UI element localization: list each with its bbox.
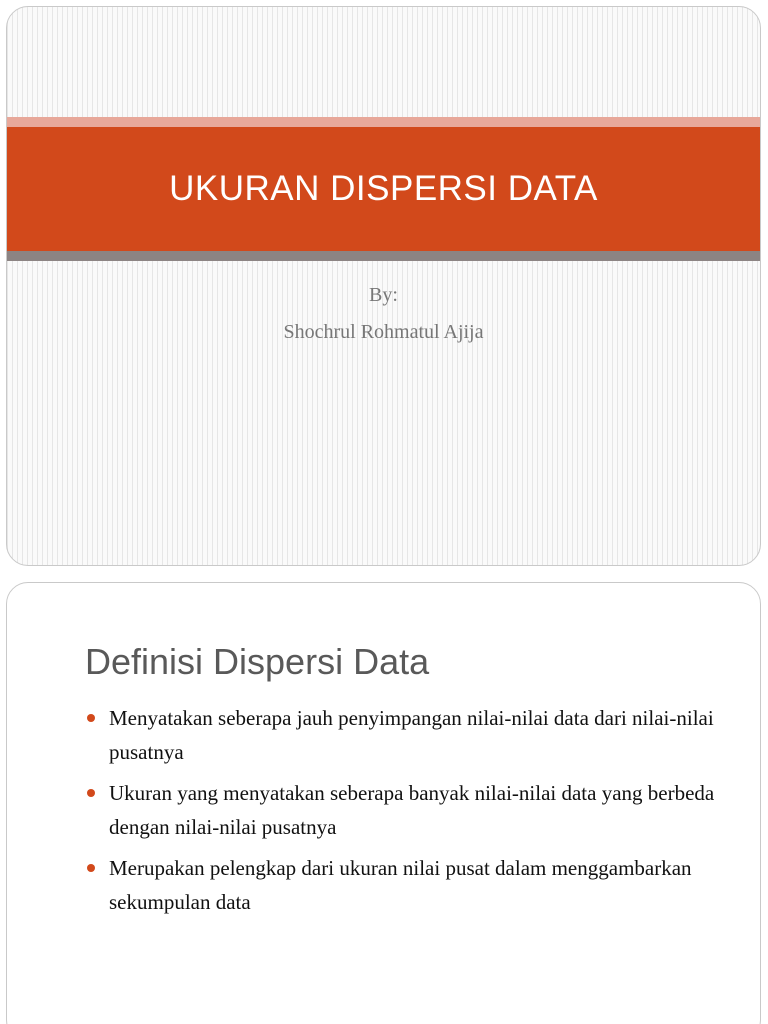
slide-heading: Definisi Dispersi Data [85, 641, 430, 682]
title-band [7, 127, 760, 251]
slide-title: UKURAN DISPERSI DATA [169, 169, 598, 208]
bullet-icon [87, 864, 95, 872]
bullet-text: Merupakan pelengkap dari ukuran nilai pusat dalam menggambarkan sekumpulan data [109, 856, 692, 914]
title-slide [6, 6, 761, 566]
definition-slide [6, 582, 761, 1024]
title-grey-band [7, 251, 760, 261]
by-label: By: [369, 284, 398, 306]
author-name: Shochrul Rohmatul Ajija [283, 321, 484, 343]
bullet-text: Menyatakan seberapa jauh penyimpangan nilai-nilai data dari nilai-nilai pusatnya [109, 706, 714, 764]
bullet-list [85, 701, 735, 926]
subtitle-block [7, 277, 760, 351]
bullet-item [85, 776, 735, 844]
bullet-item [85, 851, 735, 919]
bullet-icon [87, 789, 95, 797]
bullet-text: Ukuran yang menyatakan seberapa banyak nilai-nilai data yang berbeda dengan nilai-nilai pusatnya [109, 781, 715, 839]
title-accent-line [7, 117, 760, 127]
bullet-icon [87, 714, 95, 722]
bullet-item [85, 701, 735, 769]
